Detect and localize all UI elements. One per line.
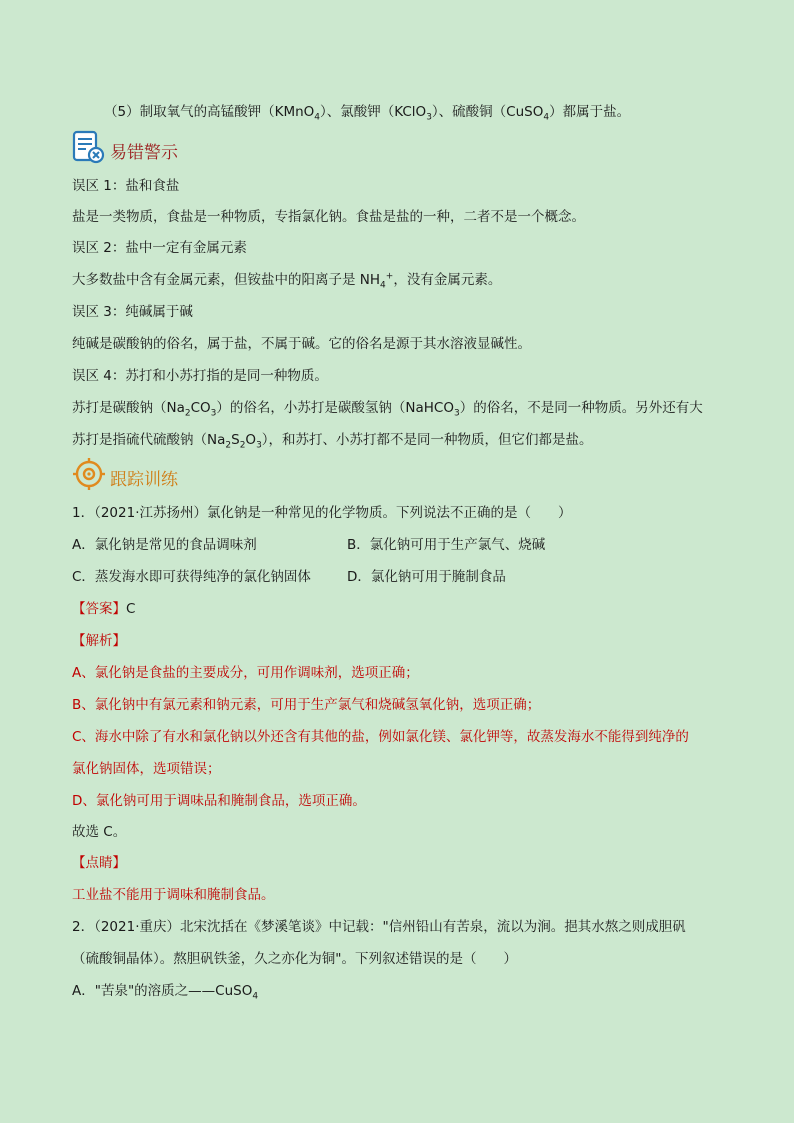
conclusion: 故选 C。 (72, 824, 127, 840)
option-d: D．氯化钠可用于腌制食品 (347, 569, 506, 585)
section-title: 跟踪训练 (110, 470, 178, 490)
tip-text: 工业盐不能用于调味和腌制食品。 (72, 887, 275, 903)
tip-label: 【点睛】 (72, 855, 126, 871)
mistake-3-title: 误区 3：纯碱属于碱 (72, 304, 193, 320)
mistake-3-text: 纯碱是碳酸钠的俗名，属于盐，不属于碱。它的俗名是源于其水溶液显碱性。 (72, 336, 531, 352)
answer-label: 【答案】 (72, 601, 126, 617)
section-heading-common-mistakes (72, 128, 178, 164)
mistake-4-text-line1: 苏打是碳酸钠$(Na_2CO_3)$的俗名，小苏打是碳酸氢钠（NaHCO$_3$）的俗名，不是同一种物质。另外还有大 (72, 400, 703, 419)
analysis-label: 【解析】 (72, 633, 126, 649)
question-1-options-ab (72, 535, 734, 555)
section-title: 易错警示 (110, 143, 178, 163)
question-1-options-cd (72, 567, 734, 587)
question-2-stem-line1: 2．（2021·重庆）北宋沈括在《梦溪笔谈》中记载："信州铅山有苦泉，流以为涧。挹其水熬之则成胆矾 (72, 919, 686, 935)
answer-line (72, 599, 734, 619)
intro-point-5: （5）制取氧气的高锰酸钾（KMnO$_4$）、氯酸钾（KClO$_3$）、硫酸铜（CuSO$_4$）都属于盐。 (104, 104, 631, 123)
target-icon (72, 457, 106, 491)
analysis-line-c2: 氯化钠固体，选项错误； (72, 761, 221, 777)
analysis-line-d: D、氯化钠可用于调味品和腌制食品，选项正确。 (72, 793, 366, 809)
section-heading-practice (72, 455, 178, 491)
document-error-icon (72, 130, 106, 164)
option-c: C．蒸发海水即可获得纯净的氯化钠固体 (72, 569, 311, 585)
mistake-4-text-line2: 苏打是指硫代硫酸钠$(Na_2S_2O_3)$，和苏打、小苏打都不是同一种物质，但它们都是盐。 (72, 432, 593, 451)
option-a: A．氯化钠是常见的食品调味剂 (72, 537, 257, 553)
mistake-2-text: 大多数盐中含有金属元素，但铵盐中的阳离子是 $NH_4^+$，没有金属元素。 (72, 271, 502, 291)
question-1-stem: 1．（2021·江苏扬州）氯化钠是一种常见的化学物质。下列说法不正确的是（ ） (72, 505, 572, 521)
question-2-option-a: A．"苦泉"的溶质之——CuSO$_4$ (72, 983, 259, 1002)
mistake-1-title: 误区 1：盐和食盐 (72, 178, 180, 194)
analysis-line-c1: C、海水中除了有水和氯化钠以外还含有其他的盐，例如氯化镁、氯化钾等，故蒸发海水不能得到纯净的 (72, 729, 689, 745)
answer-value: C (126, 601, 136, 617)
question-2-stem-line2: （硫酸铜晶体）。熬胆矾铁釜，久之亦化为铜"。下列叙述错误的是（ ） (72, 951, 517, 967)
option-b: B．氯化钠可用于生产氯气、烧碱 (347, 537, 546, 553)
analysis-line-b: B、氯化钠中有氯元素和钠元素，可用于生产氯气和烧碱氢氧化钠，选项正确； (72, 697, 541, 713)
mistake-4-title: 误区 4：苏打和小苏打指的是同一种物质。 (72, 368, 328, 384)
mistake-1-text: 盐是一类物质，食盐是一种物质，专指氯化钠。食盐是盐的一种，二者不是一个概念。 (72, 209, 585, 225)
analysis-line-a: A、氯化钠是食盐的主要成分，可用作调味剂，选项正确； (72, 665, 419, 681)
mistake-2-title: 误区 2：盐中一定有金属元素 (72, 240, 247, 256)
